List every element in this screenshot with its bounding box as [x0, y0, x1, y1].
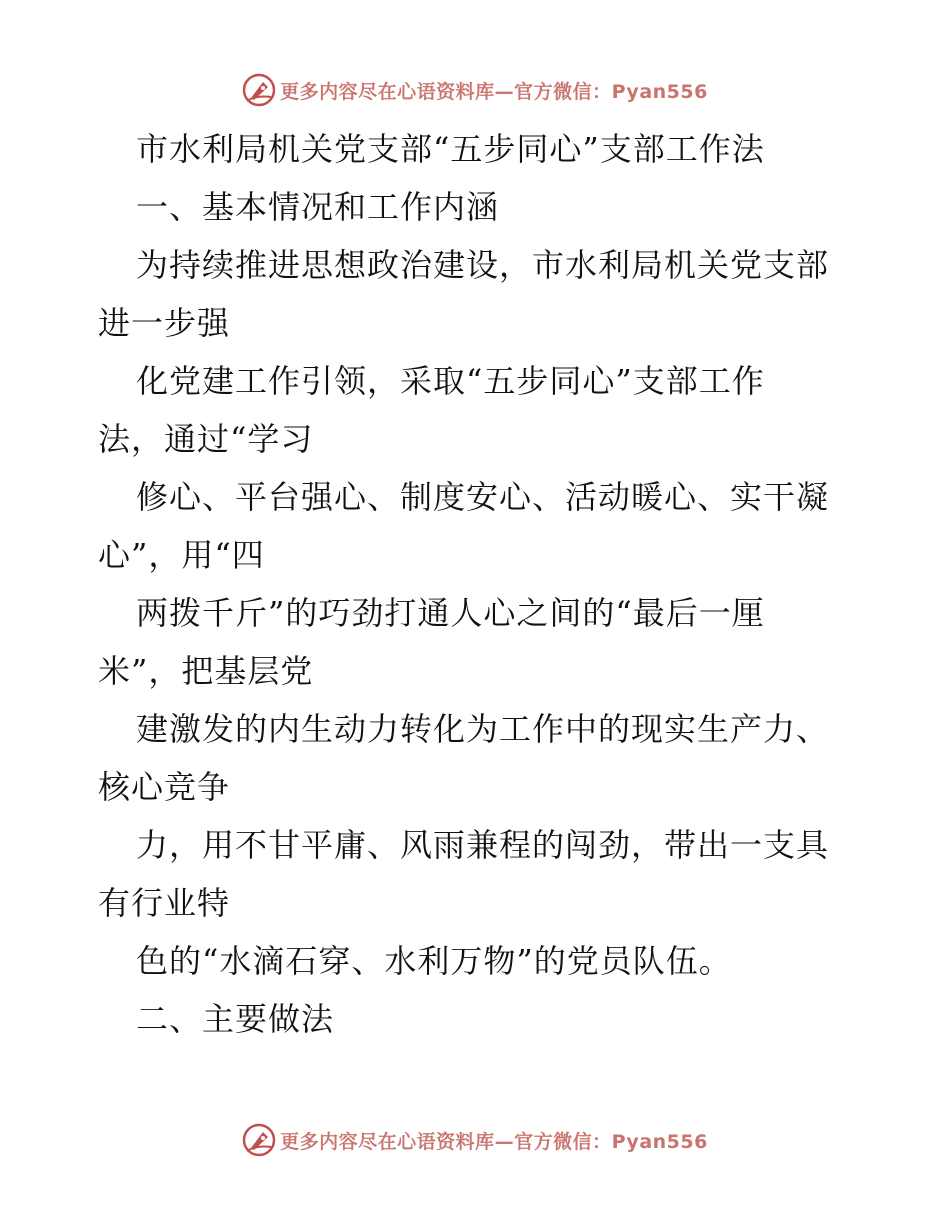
watermark-banner-bottom [0, 1122, 950, 1158]
paragraph-line: 有行业特 [98, 884, 231, 922]
pen-nib-logo-icon [242, 73, 276, 107]
paragraph-line: 力，用不甘平庸、风雨兼程的闯劲，带出一支具 [136, 826, 830, 864]
section-heading: 二、主要做法 [136, 1000, 335, 1038]
watermark-banner-top [0, 72, 950, 108]
paragraph-line: 色的“水滴石穿、水利万物”的党员队伍。 [136, 942, 732, 980]
watermark-text: 更多内容尽在心语资料库—官方微信：Pyan556 [280, 1130, 708, 1153]
paragraph-line: 修心、平台强心、制度安心、活动暖心、实干凝 [136, 478, 830, 516]
paragraph-line: 心”，用“四 [98, 536, 265, 574]
watermark-text: 更多内容尽在心语资料库—官方微信：Pyan556 [280, 80, 708, 103]
document-title: 市水利局机关党支部“五步同心”支部工作法 [136, 130, 765, 168]
document-body [98, 120, 858, 1048]
section-heading: 一、基本情况和工作内涵 [136, 188, 500, 226]
paragraph-line: 建激发的内生动力转化为工作中的现实生产力、 [136, 710, 830, 748]
paragraph-line: 两拨千斤”的巧劲打通人心之间的“最后一厘 [136, 594, 765, 632]
paragraph-line: 进一步强 [98, 304, 231, 342]
pen-nib-logo-icon [242, 1123, 276, 1157]
paragraph-line: 法，通过“学习 [98, 420, 314, 458]
paragraph-line: 米”，把基层党 [98, 652, 314, 690]
paragraph-line: 化党建工作引领，采取“五步同心”支部工作 [136, 362, 765, 400]
paragraph-line: 为持续推进思想政治建设，市水利局机关党支部 [136, 246, 830, 284]
paragraph-line: 核心竞争 [98, 768, 231, 806]
